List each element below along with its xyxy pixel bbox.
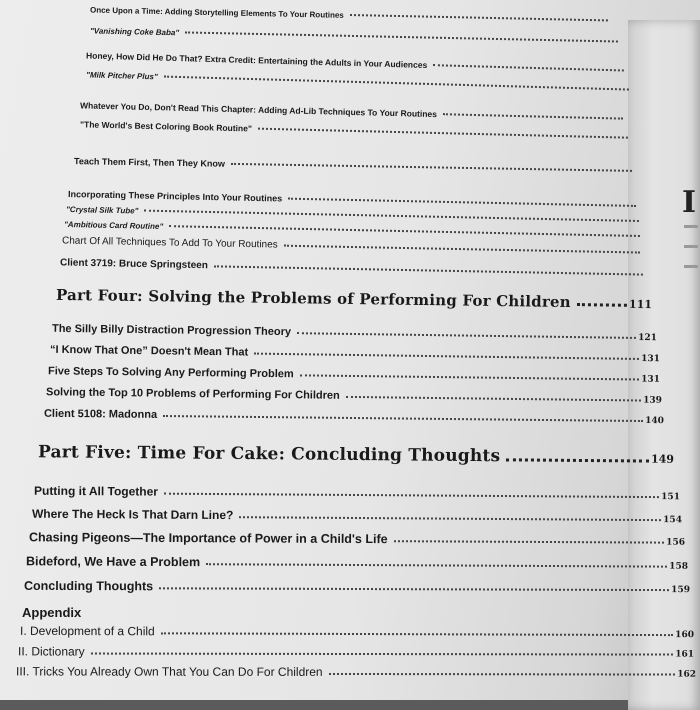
part-heading: Part Four: Solving the Problems of Performing For Children 111 (55, 285, 653, 312)
toc-entry: "The World's Best Coloring Book Routine" (80, 119, 630, 142)
toc-entry: The Silly Billy Distraction Progression Theory 121 (51, 322, 658, 344)
facing-page-letter: I (681, 185, 696, 220)
toc-entry: "Milk Pitcher Plus" (86, 70, 631, 94)
appendix-entry: II. Dictionary 161 (17, 644, 695, 660)
toc-entry: Honey, How Did He Do That? Extra Credit: Entertaining the Adults in Your Audiences (86, 50, 626, 75)
toc-entry: "Crystal Silk Tube" (66, 205, 641, 226)
toc-entry: Five Steps To Solving Any Performing Problem 131 (47, 365, 661, 385)
toc-entry: Teach Them First, Then They Know (74, 156, 634, 176)
appendix-heading: Appendix (22, 605, 82, 620)
toc-entry: Concluding Thoughts 159 (23, 578, 691, 596)
part-heading: Part Five: Time For Cake: Concluding Thoughts 149 (37, 442, 675, 467)
toc-entry: Once Upon a Time: Adding Storytelling Elements To Your Routines (90, 6, 610, 26)
appendix-entry: I. Development of a Child 160 (19, 623, 695, 641)
toc-entry: Chart Of All Techniques To Add To Your Routines (62, 235, 642, 257)
toc-entry: Where The Heck Is That Darn Line? 154 (31, 506, 683, 526)
toc-entry: Client 5108: Madonna 140 (43, 407, 665, 427)
toc-entry: Bideford, We Have a Problem 158 (25, 554, 689, 572)
toc-entry: “I Know That One” Doesn't Mean That 131 (49, 343, 661, 365)
appendix-entry: III. Tricks You Already Own That You Can Do For Children 162 (15, 664, 697, 680)
toc-entry: "Ambitious Card Routine" (64, 220, 642, 241)
toc-entry: Client 3719: Bruce Springsteen (60, 257, 645, 279)
toc-entry: Whatever You Do, Don't Read This Chapter: Adding Ad-Lib Techniques To Your Routines (80, 100, 625, 123)
toc-entry: Incorporating These Principles Into Your Routines (68, 189, 638, 211)
toc-entry: Chasing Pigeons—The Importance of Power in a Child's Life 156 (28, 530, 686, 548)
toc-entry: Solving the Top 10 Problems of Performing For Children 139 (45, 386, 663, 406)
toc-entry: Putting it All Together 151 (33, 483, 681, 503)
toc-entry: "Vanishing Coke Baba" (90, 26, 620, 46)
